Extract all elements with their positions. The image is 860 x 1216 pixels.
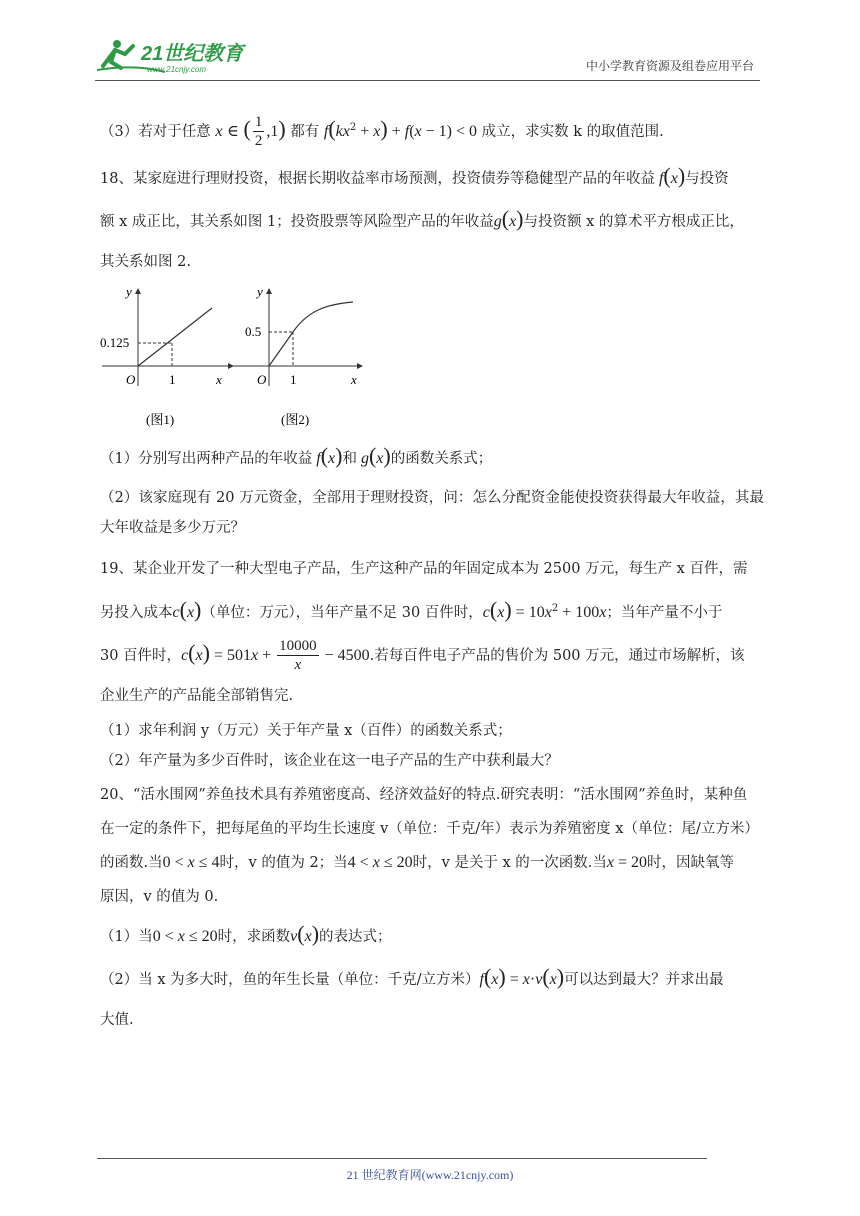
q18-stem: 18、某家庭进行理财投资，根据长期收益率市场预测，投资债券等稳健型产品的年收益 f(x)与投资 额 x 成正比，其关系如图 1；投资股票等风险型产品的年收益g(x)与投资额 x 的算术平方根成正比， 其关系如图 2. xyxy=(100,162,744,270)
site-logo xyxy=(95,36,255,76)
q17-part3: （3）若对于任意 x ∈ ( $\frac{1}{2}$ ,1) 都有 $f(kx^2 + x) + f(x - 1) < 0$ 成立，求实数 k 的取值范围. xyxy=(100,114,664,150)
figure-1 xyxy=(100,286,240,436)
page-header xyxy=(95,30,760,81)
footer-link[interactable]: 21 世纪教育网(www.21cnjy.com) xyxy=(346,1168,514,1182)
header-platform-text: 中小学教育资源及组卷应用平台 xyxy=(585,59,754,73)
q18-figures xyxy=(100,286,764,436)
svg-text:1: 1 xyxy=(290,371,297,387)
svg-text:y: y xyxy=(257,285,263,299)
q18-part2: （2）该家庭现有 20 万元资金，全部用于理财投资，问：怎么分配资金能使投资获得最大年收益，其最大年收益是多少万元？ xyxy=(100,489,764,536)
q20-part1: （1）当0 < x ≤ 20时，求函数v(x)的表达式； xyxy=(100,920,392,946)
q18-part1: （1）分别写出两种产品的年收益 f(x)和 g(x)的函数关系式； xyxy=(100,442,493,468)
svg-text:y: y xyxy=(126,285,132,299)
q19-part2: （2）年产量为多少百件时，该企业在这一电子产品的生产中获利最大？ xyxy=(100,752,559,769)
q19-part1: （1）求年利润 y（万元）关于年产量 x（百件）的函数关系式； xyxy=(100,722,512,739)
q20-stem: 20、“活水围网”养鱼技术具有养殖密度高、经济效益好的特点.研究表明：“活水围网”养鱼时，某种鱼 在一定的条件下，把每尾鱼的平均生长速度 v（单位：千克/年）表示为养殖密度 x（单位：尾/立方米） 的函数.当0 < x ≤ 4时，v 的值为 2；当4 < x ≤ 20时，v 是关于 x 的一次函数.当x = 20时，因缺氧等 原因，v 的值为 0. xyxy=(100,786,759,905)
footer-divider xyxy=(97,1158,707,1159)
figure-2 xyxy=(233,286,373,436)
svg-text:(图2): (图2) xyxy=(281,411,310,427)
svg-text:x: x xyxy=(216,371,222,387)
svg-text:0.5: 0.5 xyxy=(245,323,262,339)
q20-part2: （2）当 x 为多大时，鱼的年生长量（单位：千克/立方米）f(x) = x·v(x)可以达到最大？并求出最 大值. xyxy=(100,963,724,1028)
svg-text:www.21cnjy.com: www.21cnjy.com xyxy=(147,65,206,74)
svg-text:O: O xyxy=(126,371,136,387)
svg-text:(图1): (图1) xyxy=(146,411,175,427)
page-content xyxy=(100,108,764,1040)
q19-stem: 19、某企业开发了一种大型电子产品，生产这种产品的年固定成本为 2500 万元，每生产 x 百件，需 另投入成本c(x)（单位：万元），当年产量不足 30 百件时，$c(x) = 10x^2 + 100x$；当年产量不小于 30 百件时，c(x) = 501x + $\frac{10000}{x}$ − 4500.若每百件电子产品的售价为 500 万元，通过市场解析，该 企业生产的产品能全部销售完. xyxy=(100,560,748,704)
svg-text:0.125: 0.125 xyxy=(100,334,130,350)
svg-text:1: 1 xyxy=(169,371,176,387)
svg-text:O: O xyxy=(257,371,267,387)
svg-text:x: x xyxy=(351,371,357,387)
svg-text:21世纪教育: 21世纪教育 xyxy=(141,43,244,65)
